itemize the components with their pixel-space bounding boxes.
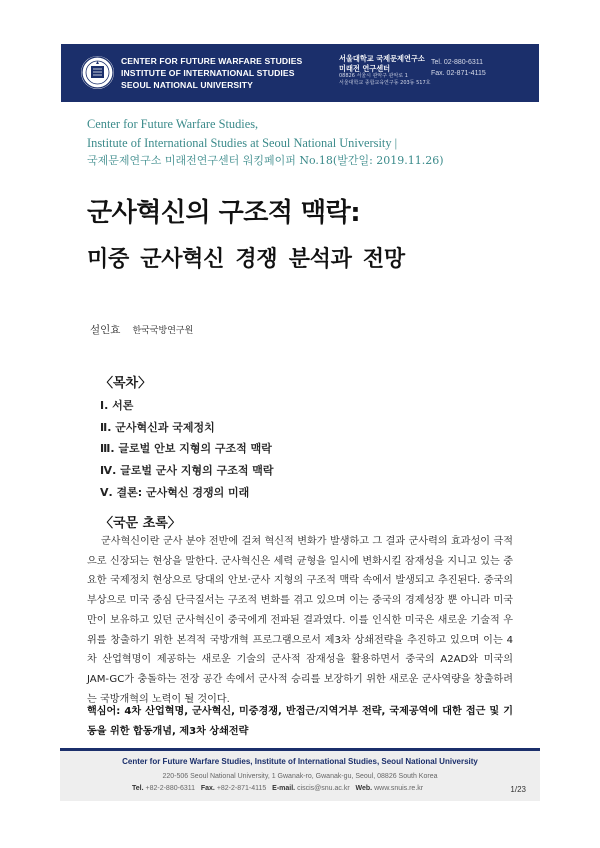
header-contact [431,57,486,79]
toc-heading: 〈목차〉 [100,376,152,391]
header-kor-org: 서울대학교 국제문제연구소 [339,54,425,63]
header-eng-line: CENTER FOR FUTURE WARFARE STUDIES [121,56,303,66]
keywords: 핵심어: 4차 산업혁명, 군사혁신, 미중경쟁, 반접근/지역거부 전략, 국제공역에 대한 접근 및 기동을 위한 합동개념, 제3차 상쇄전략 [87,706,513,737]
header-kor-addr2: 서울대학교 종합교육연구동 203동 517호 [339,80,431,87]
footer-tel: +82-2-880-6311 [145,785,195,792]
abstract-body: 군사혁신이란 군사 분야 전반에 걸쳐 혁신적 변화가 발생하고 그 결과 군사력의 효과성이 극적으로 신장되는 현상을 말한다. 군사혁신은 세력 균형을 일시에 변화시킬 잠재성을 지니고 있는 중요한 국제정치 현상으로 당대의 안보·군사 지형의 구조적 맥락 속에서 발생되고 추진된다. 중국의 부상으로 미국 중심 단극질서는 구조적 변화를 겪고 있으며 이는 중국의 경제성장 뿐 아니라 미국만이 보유하고 있던 군사혁신이 중국에게 전파된 결과였다. 이를 인식한 미국은 새로운 기술적 우위를 창출하기 위한 본격적 국방개혁 프로그램으로서 제3차 상쇄전략을 추진하고 있으며 이는 4차 산업혁명이 제공하는 새로운 기술의 군사적 잠재성을 활용하면서 중국의 A2AD와 미국의 JAM-GC가 충돌하는 전장 공간 속에서 군사적 승리를 보장하기 위한 새로운 군사역량을 창출하려는 국방개혁의 노력이 될 것이다. [87,536,513,705]
footer-email-label: E-mail. [272,785,296,792]
header-eng-line: INSTITUTE OF INTERNATIONAL STUDIES [121,68,295,78]
toc-item: Ⅳ. 글로벌 군사 지형의 구조적 맥락 [100,464,274,478]
author-line [90,322,193,337]
header-kor-addr1: 08826 서울시 관악구 관악로 1 [339,73,408,79]
footer-web-link[interactable]: www.snuis.re.kr [374,785,424,792]
toc-item: Ⅱ. 군사혁신과 국제정치 [100,420,215,434]
header-english-name [121,55,302,91]
footer-institution: Center for Future Warfare Studies, Institute of International Studies, Seoul National University [122,757,478,766]
citation-working-paper: 국제문제연구소 미래전연구센터 워킹페이퍼 No.18(발간일: 2019.11.26) [87,154,444,167]
snu-seal-logo [81,56,114,89]
footer-tel-label: Tel. [132,785,144,792]
header-tel: Tel. 02-880-6311 [431,59,484,66]
snu-seal-icon [81,56,114,89]
header-eng-line: SEOUL NATIONAL UNIVERSITY [121,80,253,90]
header-banner [61,44,539,102]
footer-contact [132,785,423,792]
footer-web-label: Web. [355,785,373,792]
author-name: 설인효 [90,324,121,336]
footer-email-link[interactable]: ciscis@snu.ac.kr [297,785,350,792]
author-affiliation: 한국국방연구원 [132,326,194,336]
toc-list [100,395,274,504]
page-number: 1/23 [510,785,526,794]
toc-item: Ⅲ. 글로벌 안보 지형의 구조적 맥락 [100,442,272,456]
footer-fax: +82-2-871-4115 [216,785,267,792]
toc-item: Ⅰ. 서론 [100,399,134,412]
citation-line: Center for Future Warfare Studies, [87,117,259,131]
toc-item: Ⅴ. 결론: 군사혁신 경쟁의 미래 [100,485,250,499]
header-fax: Fax. 02-871-4115 [431,70,486,77]
citation-line: Institute of International Studies at Seoul National University | [87,135,398,150]
footer-address: 220-506 Seoul National University, 1 Gwanak-ro, Gwanak-gu, Seoul, 08826 South Korea [162,773,438,780]
citation-block [87,115,444,171]
abstract-heading: 〈국문 초록〉 [100,516,181,531]
page-footer [60,748,540,801]
page-subtitle: 미중 군사혁신 경쟁 분석과 전망 [87,247,405,272]
footer-fax-label: Fax. [200,785,215,792]
header-korean-name [339,54,430,88]
page-title: 군사혁신의 구조적 맥락: [87,198,361,228]
header-kor-center: 미래전 연구센터 [339,63,391,73]
